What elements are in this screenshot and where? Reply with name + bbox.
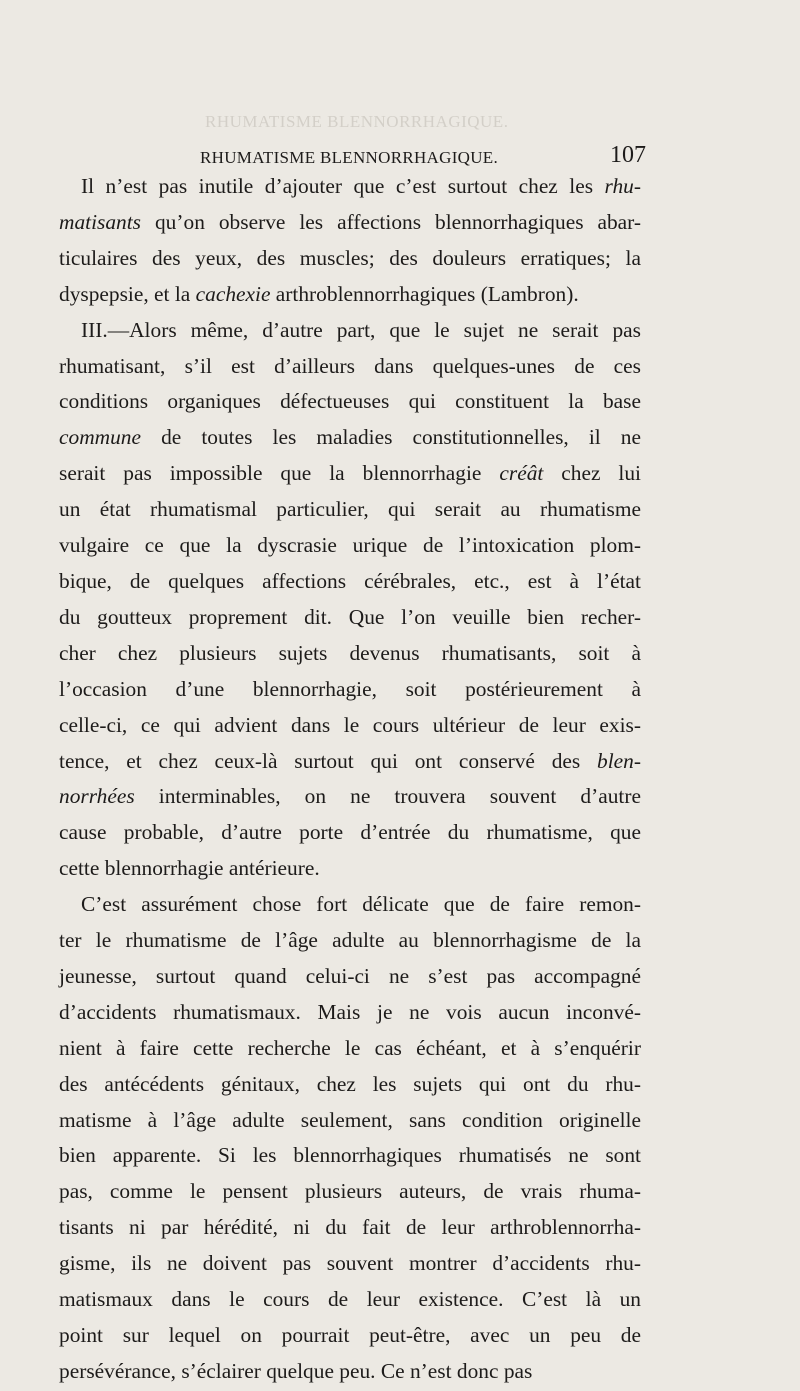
text-segment: bique, de quelques affections cérébrales, etc., est à l’état: [59, 568, 641, 593]
text-segment: tisants ni par hérédité, ni du fait de leur arthroblennorrha-: [59, 1215, 641, 1240]
text-line: [59, 923, 641, 959]
text-line: [59, 672, 641, 708]
text-segment: gisme, ils ne doivent pas souvent montrer d’accidents rhu-: [59, 1251, 641, 1276]
text-line: [59, 169, 641, 205]
text-segment: matisme à l’âge adulte seulement, sans condition originelle: [59, 1107, 641, 1132]
italic-segment: créât: [499, 461, 544, 486]
text-line: [59, 241, 641, 277]
paragraph: [59, 887, 641, 1390]
text-segment: un état rhumatismal particulier, qui serait au rhumatisme: [59, 497, 641, 522]
italic-segment: rhu-: [604, 174, 641, 198]
text-segment: d’accidents rhumatismaux. Mais je ne vois aucun inconvé-: [59, 999, 641, 1024]
running-header: [200, 142, 646, 172]
text-segment: persévérance, s’éclairer quelque peu. Ce n’est donc pas: [59, 1358, 533, 1383]
italic-segment: norrhées: [59, 784, 135, 809]
text-line: [59, 1318, 641, 1354]
text-segment: conditions organiques défectueuses qui constituent la base: [59, 389, 641, 414]
text-segment: jeunesse, surtout quand celui-ci ne s’est pas accompagné: [59, 963, 641, 988]
text-segment: C’est assurément chose fort délicate que de faire remon-: [81, 892, 641, 917]
text-line: [59, 600, 641, 636]
text-segment: cette blennorrhagie antérieure.: [59, 856, 320, 881]
text-line: [59, 492, 641, 528]
text-line: [59, 384, 641, 420]
text-segment: cause probable, d’autre porte d’entrée du rhumatisme, que: [59, 820, 641, 845]
text-line: [59, 528, 641, 564]
text-segment: point sur lequel on pourrait peut-être, avec un peu de: [59, 1323, 641, 1347]
text-line: [59, 1067, 641, 1103]
text-segment: qu’on observe les affections blennorrhagiques abar-: [141, 209, 641, 234]
text-segment: vulgaire ce que la dyscrasie urique de l’intoxication plom-: [59, 533, 641, 558]
text-segment: rhumatisant, s’il est d’ailleurs dans quelques-unes de ces: [59, 353, 641, 378]
text-segment: bien apparente. Si les blennorrhagiques rhumatisés ne sont: [59, 1143, 641, 1168]
text-line: [59, 1103, 641, 1139]
text-line: [59, 995, 641, 1031]
show-through-ghost-text: RHUMATISME BLENNORRHAGIQUE.: [205, 112, 509, 131]
italic-segment: blen-: [597, 748, 641, 773]
text-line: [59, 1210, 641, 1246]
text-line: [59, 1031, 641, 1067]
text-segment: Il n’est pas inutile d’ajouter que c’est surtout chez les: [81, 174, 605, 198]
text-line: [59, 349, 641, 385]
text-line: [59, 313, 641, 349]
text-line: [59, 708, 641, 744]
text-line: [59, 1174, 641, 1210]
text-segment: l’occasion d’une blennorrhagie, soit postérieurement à: [59, 676, 641, 701]
italic-segment: matisants: [59, 209, 142, 234]
text-segment: ter le rhumatisme de l’âge adulte au blennorrhagisme de la: [59, 928, 641, 953]
paragraph: [59, 313, 641, 888]
text-segment: chez lui: [543, 461, 641, 486]
paragraph: [59, 169, 641, 313]
text-segment: arthroblennorrhagiques (Lambron).: [270, 281, 579, 306]
text-line: [59, 420, 641, 456]
text-line: [59, 277, 641, 313]
body-text: [59, 169, 641, 1390]
text-line: [59, 636, 641, 672]
text-line: [59, 959, 641, 995]
text-line: [59, 851, 641, 887]
text-line: [59, 1354, 641, 1390]
text-segment: interminables, on ne trouvera souvent d’autre: [134, 784, 641, 809]
text-segment: ticulaires des yeux, des muscles; des douleurs erratiques; la: [59, 245, 641, 270]
text-line: [59, 815, 641, 851]
text-line: [59, 1282, 641, 1318]
text-segment: dyspepsie, et la: [59, 281, 196, 306]
italic-segment: commune: [59, 425, 141, 450]
text-segment: matismaux dans le cours de leur existence. C’est là un: [59, 1287, 641, 1312]
text-segment: du goutteux proprement dit. Que l’on veuille bien recher-: [59, 604, 641, 629]
text-segment: des antécédents génitaux, chez les sujets qui ont du rhu-: [59, 1071, 641, 1096]
text-segment: III.—Alors même, d’autre part, que le sujet ne serait pas: [81, 317, 641, 342]
text-line: [59, 887, 641, 923]
text-line: [59, 779, 641, 815]
italic-segment: cachexie: [195, 281, 271, 306]
text-segment: celle-ci, ce qui advient dans le cours ultérieur de leur exis-: [59, 712, 641, 737]
text-line: [59, 744, 641, 780]
text-line: [59, 456, 641, 492]
text-line: [59, 1246, 641, 1282]
running-title: RHUMATISME BLENNORRHAGIQUE.: [200, 148, 499, 167]
text-segment: tence, et chez ceux-là surtout qui ont conservé des: [59, 748, 598, 773]
text-line: [59, 564, 641, 600]
text-segment: nient à faire cette recherche le cas échéant, et à s’enquérir: [59, 1035, 641, 1060]
text-segment: pas, comme le pensent plusieurs auteurs, de vrais rhuma-: [59, 1179, 641, 1204]
text-line: [59, 205, 641, 241]
text-segment: cher chez plusieurs sujets devenus rhumatisants, soit à: [59, 640, 641, 665]
text-segment: serait pas impossible que la blennorrhagie: [59, 461, 500, 486]
text-line: [59, 1138, 641, 1174]
text-segment: de toutes les maladies constitutionnelles, il ne: [140, 425, 641, 450]
page-number: 107: [610, 142, 646, 168]
